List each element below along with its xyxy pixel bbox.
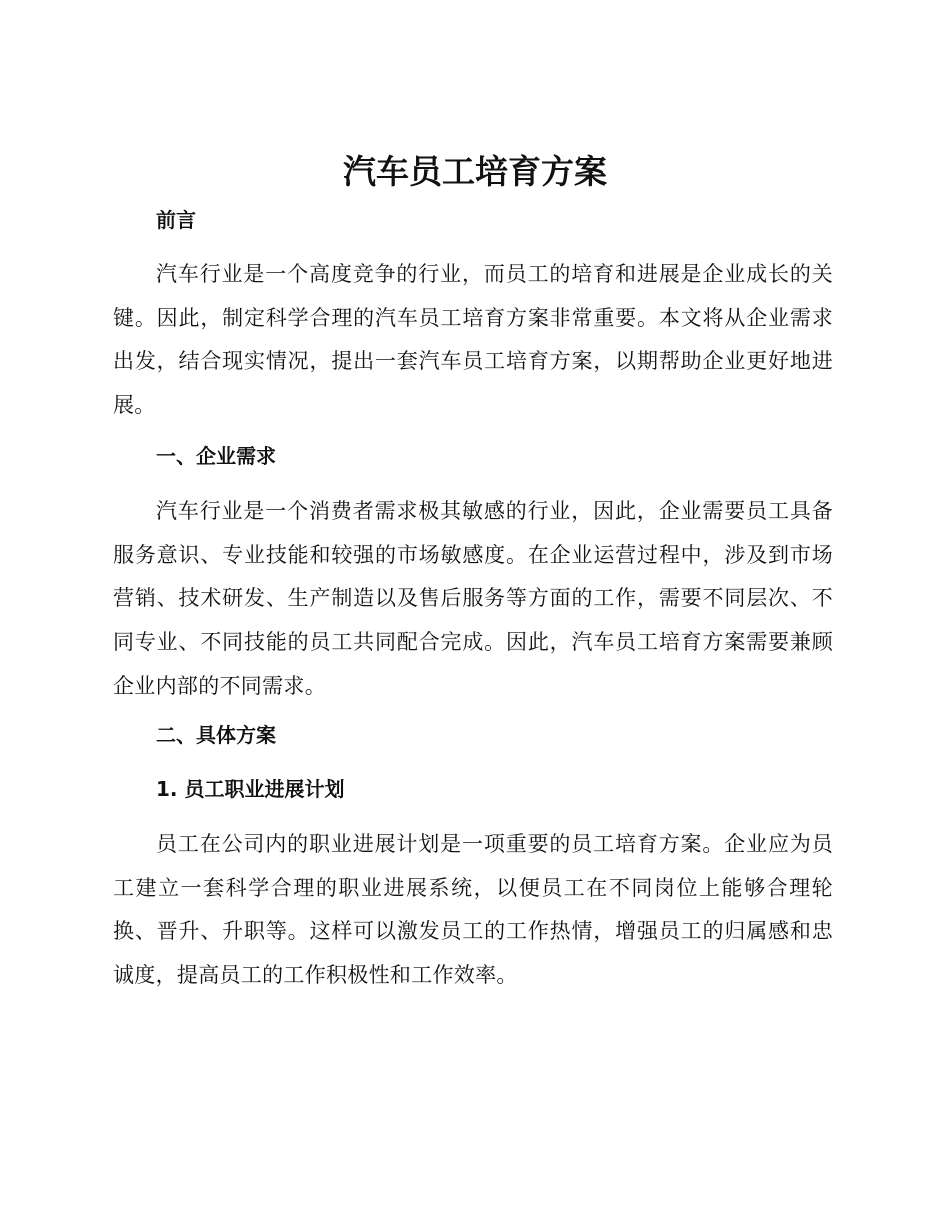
section-paragraph-enterprise-needs: 汽车行业是一个消费者需求极其敏感的行业，因此，企业需要员工具备服务意识、专业技能和较强的市场敏感度。在企业运营过程中，涉及到市场营销、技术研发、生产制造以及售后服务等方面的工作，需要不同层次、不同专业、不同技能的员工共同配合完成。因此，汽车员工培育方案需要兼顾企业内部的不同需求。 — [113, 499, 833, 698]
subsection-heading-career-plan: 1. 员工职业进展计划 — [156, 777, 345, 801]
section-paragraph-preface: 汽车行业是一个高度竞争的行业，而员工的培育和进展是企业成长的关键。因此，制定科学合理的汽车员工培育方案非常重要。本文将从企业需求出发，结合现实情况，提出一套汽车员工培育方案，以期帮助企业更好地进展。 — [113, 262, 833, 418]
section-heading-specific-plan: 二、具体方案 — [156, 723, 276, 747]
document-title: 汽车员工培育方案 — [343, 152, 607, 191]
section-heading-enterprise-needs: 一、企业需求 — [156, 444, 276, 468]
section-heading-preface: 前言 — [156, 208, 196, 232]
subsection-paragraph-career-plan: 员工在公司内的职业进展计划是一项重要的员工培育方案。企业应为员工建立一套科学合理的职业进展系统，以便员工在不同岗位上能够合理轮换、晋升、升职等。这样可以激发员工的工作热情，增强员工的归属感和忠诚度，提高员工的工作积极性和工作效率。 — [113, 832, 833, 988]
